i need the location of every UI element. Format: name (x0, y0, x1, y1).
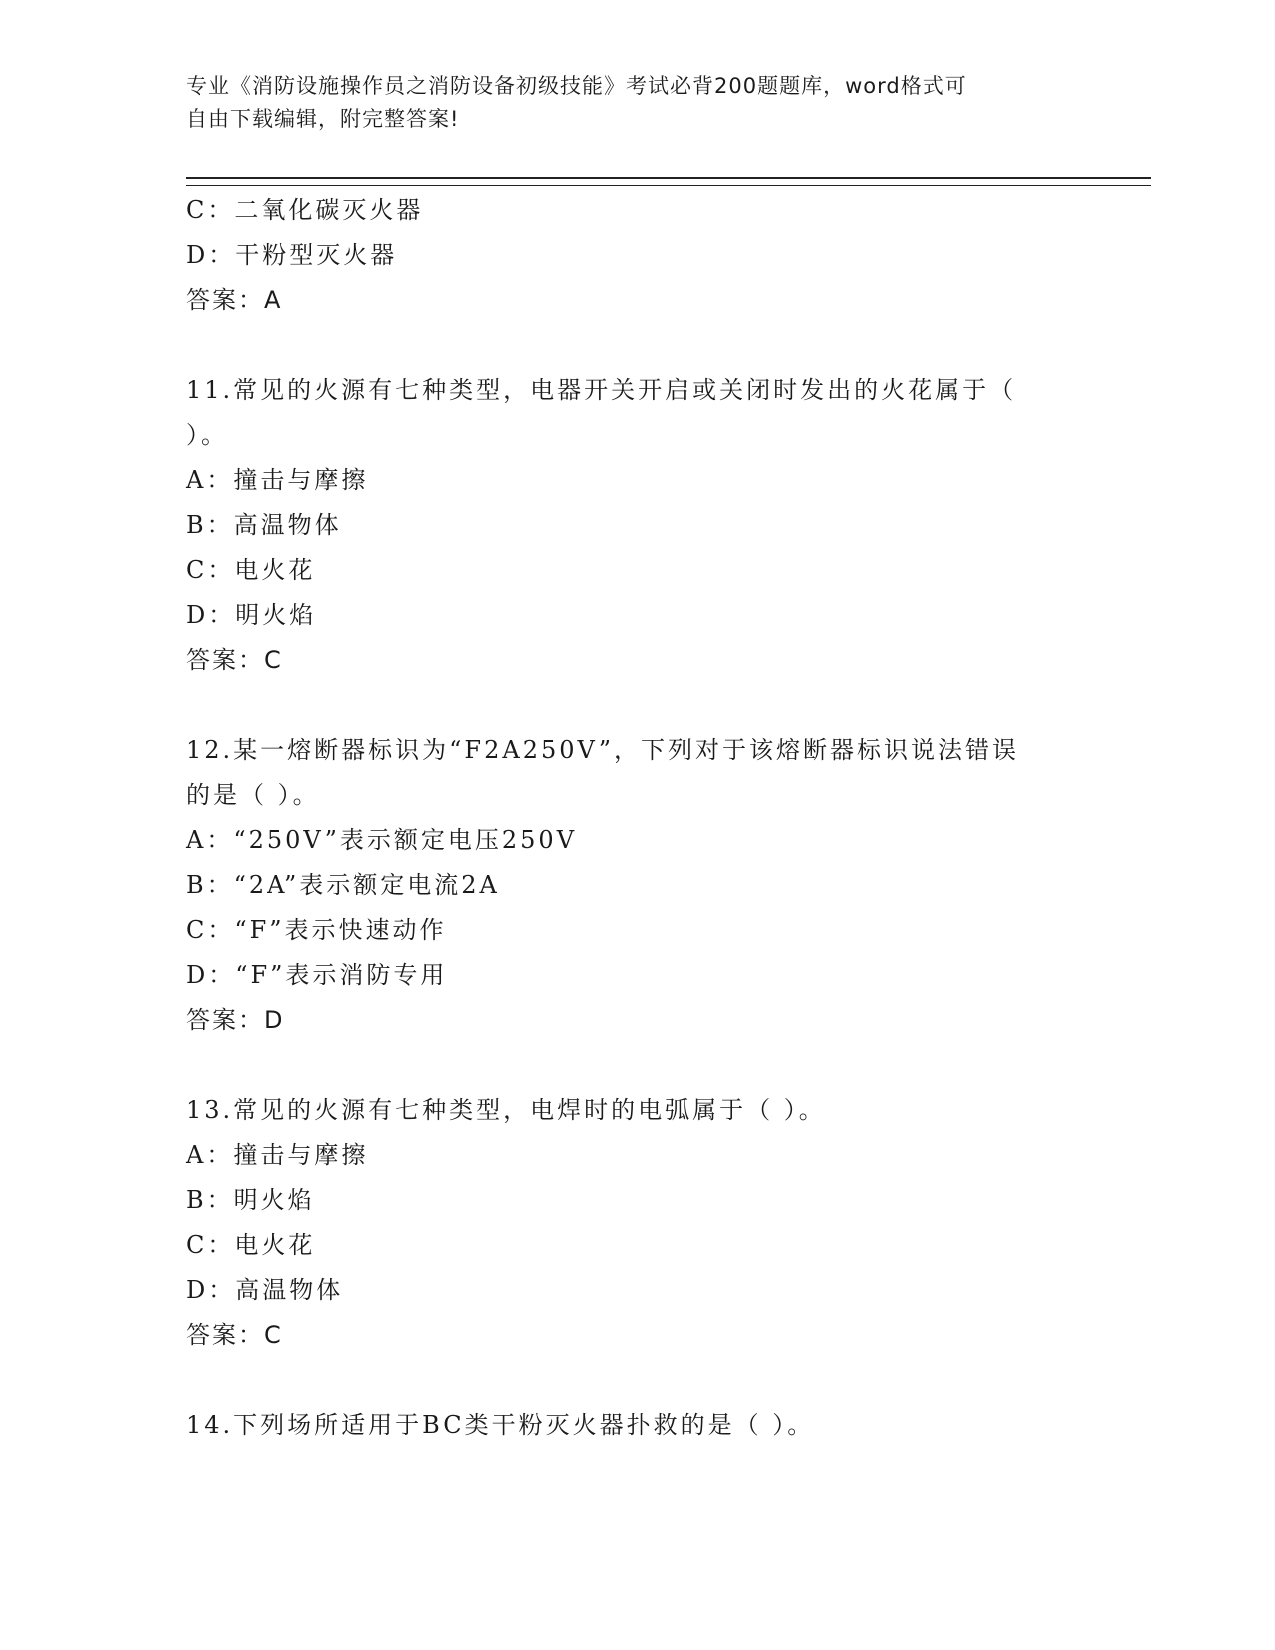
option-d: D：“F”表示消防专用 (186, 961, 448, 989)
document-header (186, 70, 1086, 136)
question-11 (186, 368, 1086, 683)
question-text-continued: ）。 (186, 421, 228, 449)
question-text: 14.下列场所适用于BC类干粉灭火器扑救的是（ ）。 (186, 1411, 815, 1439)
question-13 (186, 1088, 1086, 1358)
question-text: 11.常见的火源有七种类型，电器开关开启或关闭时发出的火花属于（ (186, 376, 1017, 404)
spacer (186, 683, 1086, 728)
option-d: D：高温物体 (186, 1276, 344, 1304)
header-title-line-1: 专业《消防设施操作员之消防设备初级技能》考试必背200题题库，word格式可 (186, 74, 967, 98)
option-c: C：电火花 (186, 556, 316, 584)
option-b: B：高温物体 (186, 511, 342, 539)
header-divider (186, 177, 1151, 186)
answer-line: 答案：C (186, 646, 283, 674)
option-a: A：撞击与摩擦 (186, 466, 369, 494)
spacer (186, 1043, 1086, 1088)
option-a: A：“250V”表示额定电压250V (186, 826, 578, 854)
spacer (186, 323, 1086, 368)
answer-line: 答案：C (186, 1321, 283, 1349)
option-d: D：干粉型灭火器 (186, 241, 398, 269)
option-b: B：“2A”表示额定电流2A (186, 871, 500, 899)
question-text-continued: 的是（ ）。 (186, 781, 320, 809)
option-a: A：撞击与摩擦 (186, 1141, 369, 1169)
document-body (186, 188, 1086, 1448)
answer-line: 答案：A (186, 286, 283, 314)
question-text: 12.某一熔断器标识为“F2A250V”，下列对于该熔断器标识说法错误 (186, 736, 1019, 764)
option-c: C：“F”表示快速动作 (186, 916, 447, 944)
header-title-line-2: 自由下载编辑，附完整答案! (186, 107, 460, 131)
question-10-fragment (186, 188, 1086, 323)
spacer (186, 1358, 1086, 1403)
option-c: C：电火花 (186, 1231, 316, 1259)
option-b: B：明火焰 (186, 1186, 315, 1214)
option-d: D：明火焰 (186, 601, 317, 629)
question-14 (186, 1403, 1086, 1448)
answer-line: 答案：D (186, 1006, 285, 1034)
question-text: 13.常见的火源有七种类型，电焊时的电弧属于（ ）。 (186, 1096, 826, 1124)
option-c: C：二氧化碳灭火器 (186, 196, 424, 224)
question-12 (186, 728, 1086, 1043)
